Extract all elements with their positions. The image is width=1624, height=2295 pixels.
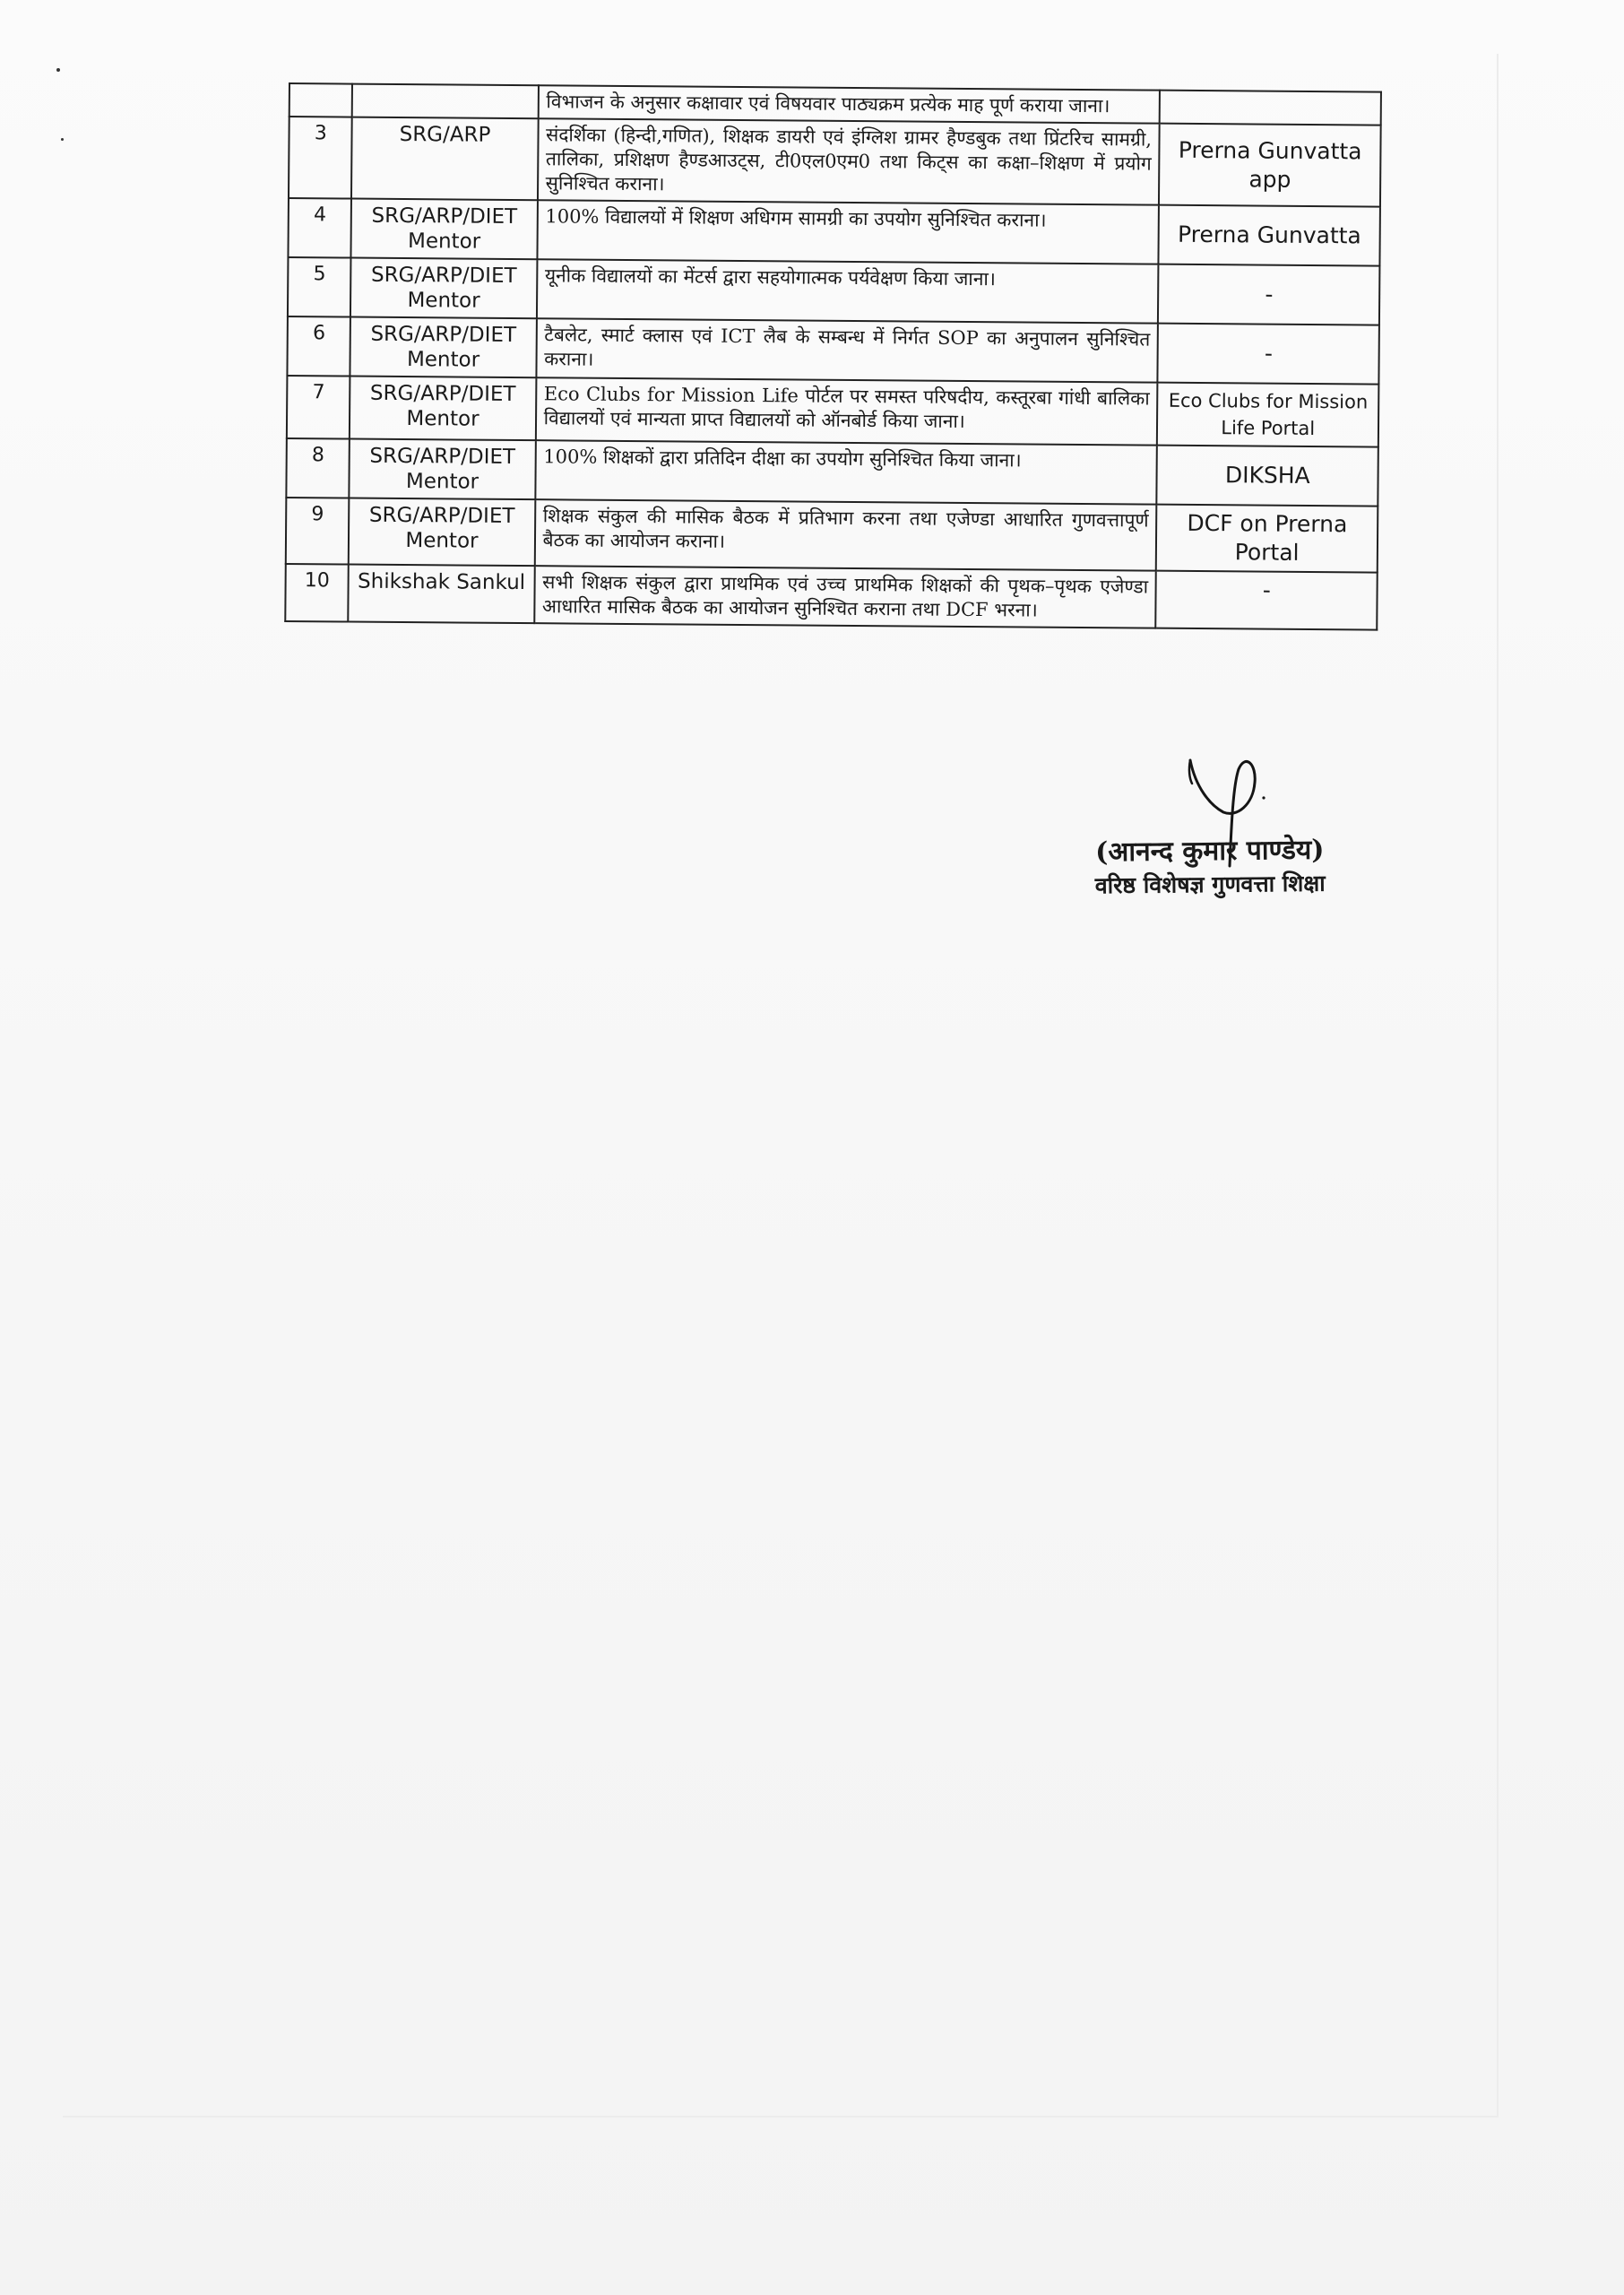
responsible-cell: SRG/ARP/DIET Mentor xyxy=(350,439,536,500)
tool-cell: Prerna Gunvatta app xyxy=(1159,124,1380,207)
activity-cell: सभी शिक्षक संकुल द्वारा प्राथमिक एवं उच्च प्राथमिक शिक्षकों की पृथक–पृथक एजेण्डा आधारित मासिक बैठक का आयोजन सुनिश्चित कराना तथा DCF भरना। xyxy=(534,566,1156,628)
table-row xyxy=(288,198,1379,266)
signatory-designation: वरिष्ठ विशेषज्ञ गुणवत्ता शिक्षा xyxy=(1094,870,1326,899)
activity-cell: Eco Clubs for Mission Life पोर्टल पर समस्त परिषदीय, कस्तूरबा गांधी बालिका विद्यालयों एवं मान्यता प्राप्त विद्यालयों को ऑनबोर्ड किया जाना। xyxy=(535,377,1157,445)
row-number: 10 xyxy=(285,564,349,622)
tool-cell: - xyxy=(1156,571,1378,630)
responsible-cell: SRG/ARP/DIET Mentor xyxy=(351,199,538,260)
tool-cell: DIKSHA xyxy=(1157,446,1378,507)
row-number xyxy=(289,83,353,117)
signatory-name: (आनन्द कुमार पाण्डेय) xyxy=(1094,834,1325,869)
table-row xyxy=(286,498,1378,573)
signatory-block xyxy=(1058,832,1363,902)
tool-cell: Eco Clubs for Mission Life Portal xyxy=(1157,383,1378,447)
activity-cell: शिक्षक संकुल की मासिक बैठक में प्रतिभाग करना तथा एजेण्डा आधारित गुणवत्तापूर्ण बैठक का आयोजन कराना। xyxy=(534,499,1156,570)
responsible-cell: SRG/ARP/DIET Mentor xyxy=(350,258,537,319)
tool-cell: Prerna Gunvatta xyxy=(1159,205,1380,266)
table-row xyxy=(286,438,1378,507)
activity-cell: 100% शिक्षकों द्वारा प्रतिदिन दीक्षा का उपयोग सुनिश्चित किया जाना। xyxy=(535,440,1157,504)
responsible-cell: SRG/ARP/DIET Mentor xyxy=(350,317,537,378)
table-row xyxy=(285,564,1377,630)
activity-cell: 100% विद्यालयों में शिक्षण अधिगम सामग्री का उपयोग सुनिश्चित कराना। xyxy=(537,200,1159,264)
activity-cell: संदर्शिका (हिन्दी,गणित), शिक्षक डायरी एवं इंग्लिश ग्रामर हैण्डबुक तथा प्रिंटरिच सामग्री, तालिका, प्रशिक्षण हैण्डआउट्स, टी0एल0एम0 तथा किट्स का कक्षा–शिक्षण में प्रयोग सुनिश्चित कराना। xyxy=(538,118,1161,204)
responsible-cell: SRG/ARP xyxy=(351,117,538,201)
responsible-cell: Shikshak Sankul xyxy=(349,565,535,624)
row-number: 8 xyxy=(286,438,350,498)
activity-cell: यूनीक विद्यालयों का मेंटर्स द्वारा सहयोगात्मक पर्यवेक्षण किया जाना। xyxy=(537,259,1159,323)
tool-cell: - xyxy=(1158,264,1379,325)
scan-speck xyxy=(56,68,60,72)
table-row xyxy=(288,257,1379,325)
row-number: 4 xyxy=(288,198,351,258)
row-number: 3 xyxy=(289,117,352,199)
scan-speck xyxy=(61,138,64,141)
responsible-cell: SRG/ARP/DIET Mentor xyxy=(349,498,535,567)
tool-cell xyxy=(1160,91,1381,126)
row-number: 5 xyxy=(288,257,351,317)
table-row xyxy=(289,117,1381,207)
row-number: 6 xyxy=(287,316,350,377)
activity-cell: विभाजन के अनुसार कक्षावार एवं विषयवार पाठ्यक्रम प्रत्येक माह पूर्ण कराया जाना। xyxy=(538,85,1160,123)
activity-table xyxy=(284,82,1382,631)
tool-cell: DCF on Prerna Portal xyxy=(1156,505,1378,573)
activity-cell: टैबलेट, स्मार्ट क्लास एवं ICT लैब के सम्बन्ध में निर्गत SOP का अनुपालन सुनिश्चित कराना। xyxy=(536,318,1158,382)
responsible-cell xyxy=(352,84,538,119)
row-number: 7 xyxy=(287,376,350,439)
tool-cell: - xyxy=(1158,324,1379,385)
table-row xyxy=(287,376,1379,447)
table-row xyxy=(287,316,1378,385)
row-number: 9 xyxy=(286,498,350,565)
responsible-cell: SRG/ARP/DIET Mentor xyxy=(350,377,536,441)
